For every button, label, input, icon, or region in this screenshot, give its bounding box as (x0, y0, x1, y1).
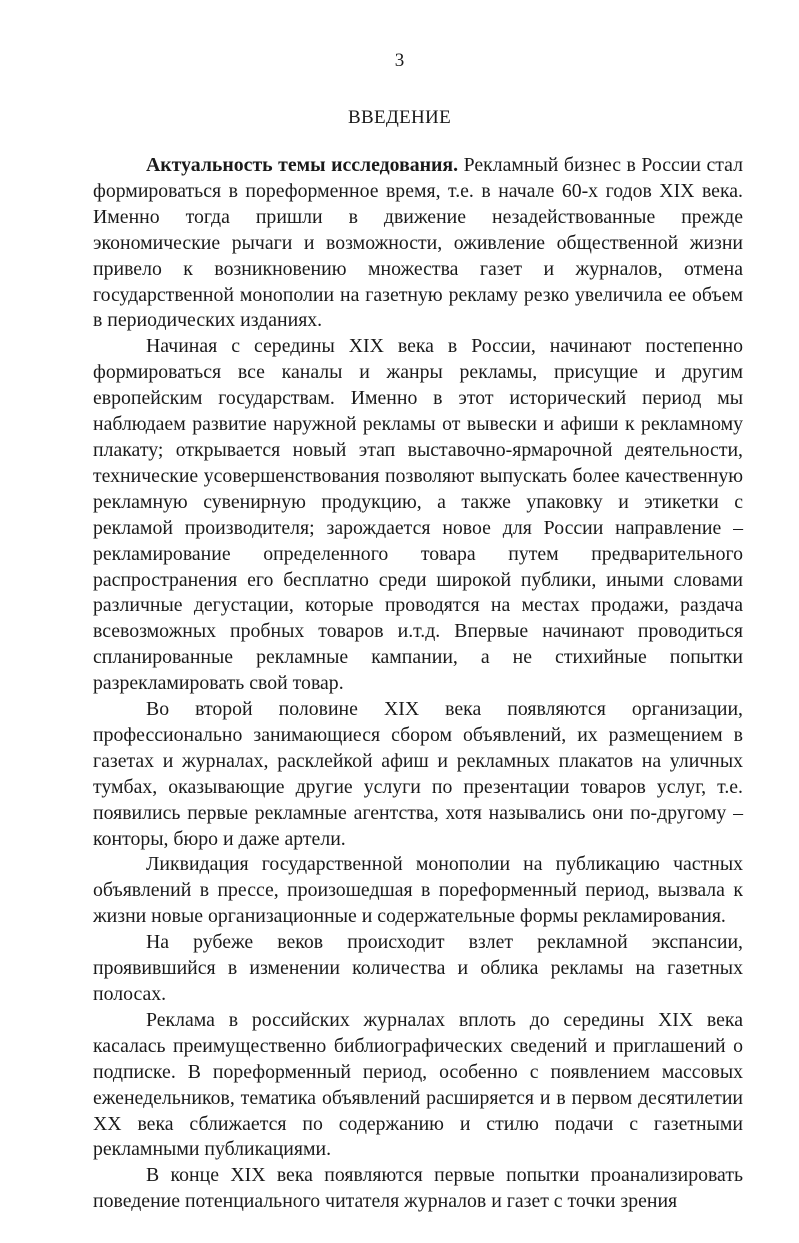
paragraph: Начиная с середины XIX века в России, начинают постепенно формироваться все каналы и жанры рекламы, присущие и другим европейским государствам. Именно в этот исторический период мы наблюдаем развитие наружной рекламы от вывески и афиши к рекламному плакату; открывается новый этап выставочно-ярмарочной деятельности, технические усовершенствования позволяют выпускать более качественную рекламную сувенирную продукцию, а также упаковку и этикетки с рекламой производителя; зарождается новое для России направление – рекламирование определенного товара путем предварительного распространения его бесплатно среди широкой публики, иными словами различные дегустации, которые проводятся на местах продажи, раздача всевозможных пробных товаров и.т.д. Впервые начинают проводиться спланированные рекламные кампании, а не стихийные попытки разрекламировать свой товар. (93, 335, 743, 695)
paragraph-text: Рекламный бизнес в России стал формироваться в пореформенное время, т.е. в начале 60-х годов XIX века. Именно тогда пришли в движение незадействованные прежде экономические рычаги и возможности, оживление общественной жизни привело к возникновению множества газет и журналов, отмена государственной монополии на газетную рекламу резко увеличила ее объем в периодических изданиях. (93, 154, 743, 332)
paragraph: В конце XIX века появляются первые попытки проанализировать поведение потенциального читателя журналов и газет с точки зрения (93, 1164, 743, 1213)
paragraph: Ликвидация государственной монополии на публикацию частных объявлений в прессе, произошедшая в пореформенный период, вызвала к жизни новые организационные и содержательные формы рекламирования. (93, 853, 743, 928)
page-number: 3 (394, 50, 405, 71)
body-text (93, 153, 743, 1215)
paragraph-relevance (93, 153, 743, 334)
paragraph: На рубеже веков происходит взлет рекламной экспансии, проявившийся в изменении количества и облика рекламы на газетных полосах. (93, 931, 743, 1005)
paragraph: Реклама в российских журналах вплоть до середины XIX века касалась преимущественно библиографических сведений и приглашений о подписке. В пореформенный период, особенно с появлением массовых еженедельников, тематика объявлений расширяется и в первом десятилетии XX века сближается по содержанию и стилю подачи с газетными рекламными публикациями. (93, 1008, 743, 1161)
lead-heading: Актуальность темы исследования. (146, 154, 459, 176)
section-title: ВВЕДЕНИЕ (348, 107, 451, 128)
paragraph: Во второй половине XIX века появляются организации, профессионально занимающиеся сбором объявлений, их размещением в газетах и журналах, расклейкой афиш и рекламных плакатов на уличных тумбах, оказывающие другие услуги по презентации товаров услуг, т.е. появились первые рекламные агентства, хотя назывались они по-другому – конторы, бюро и даже артели. (93, 698, 743, 850)
